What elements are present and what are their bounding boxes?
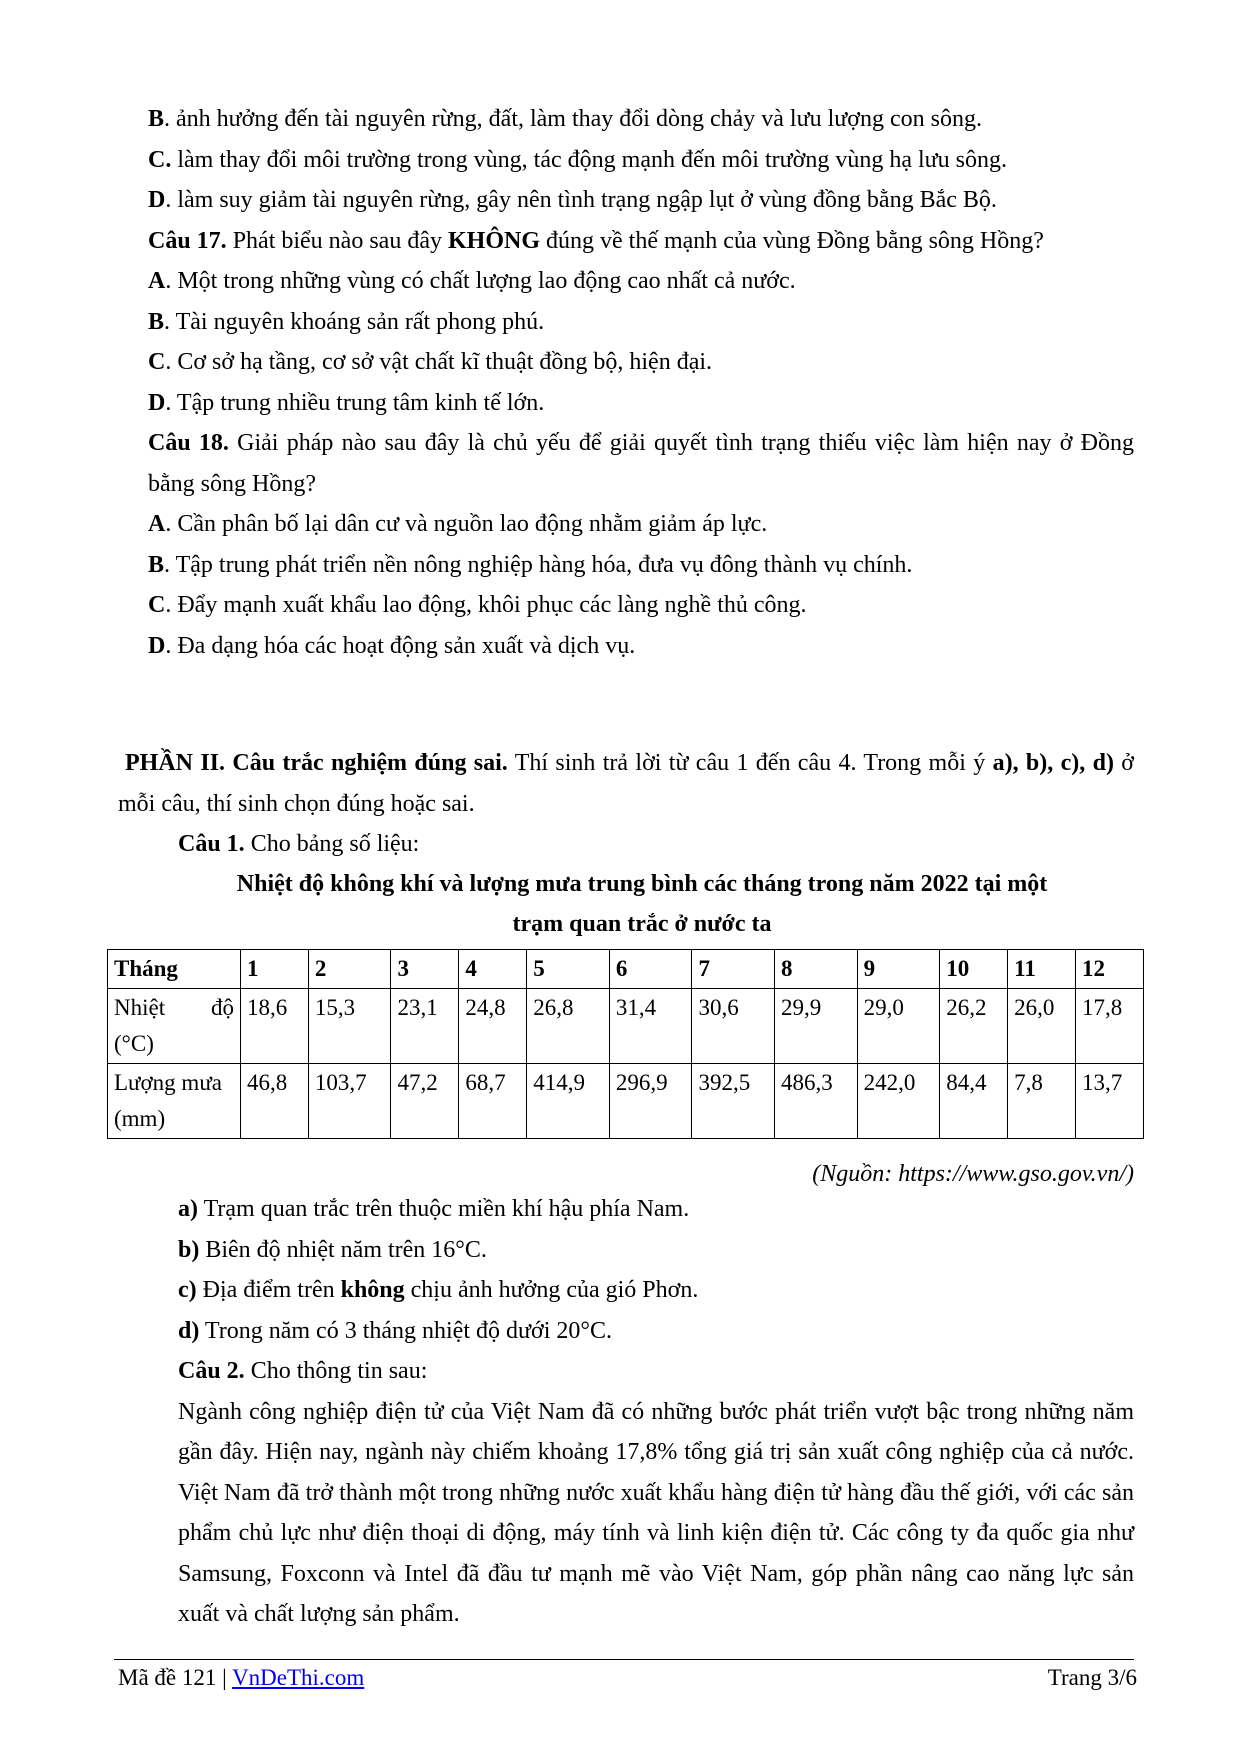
table-header-cell: 1 — [241, 950, 309, 989]
part2-intro — [118, 743, 1134, 824]
footer-code: Mã đề 121 | VnDeThi.com — [118, 1665, 365, 1690]
table-header-cell: 7 — [692, 950, 775, 989]
table-cell: 46,8 — [241, 1064, 309, 1139]
c2-paragraph: Ngành công nghiệp điện tử của Việt Nam đã có những bước phát triển vượt bậc trong những năm gần đây. Hiện nay, ngành này chiếm khoảng 17,8% tổng giá trị sản xuất công nghiệp của cả nước. Việt Nam đã trở thành một trong những nước xuất khẩu hàng điện tử hàng đầu thế giới, với các sản phẩm chủ lực như điện thoại di động, máy tính và linh kiện điện tử. Các công ty đa quốc gia như Samsung, Foxconn và Intel đã đầu tư mạnh mẽ vào Việt Nam, góp phần nâng cao năng lực sản xuất và chất lượng sản phẩm. — [178, 1398, 1134, 1627]
q17-stem: Câu 17. Phát biểu nào sau đây KHÔNG đúng về thế mạnh của vùng Đồng bằng sông Hồng? — [148, 227, 1044, 254]
table-header-cell: 11 — [1008, 950, 1076, 989]
q16-option-d: D. làm suy giảm tài nguyên rừng, gây nên tình trạng ngập lụt ở vùng đồng bằng Bắc Bộ. — [148, 187, 997, 213]
c1-stem: Câu 1. Cho bảng số liệu: — [178, 831, 420, 857]
table-cell: 47,2 — [391, 1064, 459, 1139]
table-header-cell: 5 — [527, 950, 610, 989]
table-header-row — [108, 950, 1144, 989]
q16-option-b: B. ảnh hưởng đến tài nguyên rừng, đất, làm thay đổi dòng chảy và lưu lượng con sông. — [148, 106, 982, 132]
table-cell: 26,0 — [1008, 989, 1076, 1064]
table-cell: 103,7 — [308, 1064, 391, 1139]
table-cell: 30,6 — [692, 989, 775, 1064]
q16-option-c: C. làm thay đổi môi trường trong vùng, tác động mạnh đến môi trường vùng hạ lưu sông. — [148, 146, 1007, 173]
table-header-cell: 2 — [308, 950, 391, 989]
table-header-cell: Tháng — [108, 950, 241, 989]
q18-stem: Câu 18. Giải pháp nào sau đây là chủ yếu để giải quyết tình trạng thiếu việc làm hiện nay ở Đồng bằng sông Hồng? — [148, 430, 1134, 497]
site-link[interactable]: VnDeThi.com — [232, 1665, 365, 1690]
table-header-cell: 10 — [940, 950, 1008, 989]
row-label-temperature: Nhiệt độ (°C) — [108, 989, 241, 1064]
table-cell: 31,4 — [609, 989, 692, 1064]
table-cell: 26,2 — [940, 989, 1008, 1064]
table-header-cell: 4 — [459, 950, 527, 989]
table-cell: 24,8 — [459, 989, 527, 1064]
q17-option-c: C. Cơ sở hạ tầng, cơ sở vật chất kĩ thuật đồng bộ, hiện đại. — [148, 349, 713, 375]
q17-option-b: B. Tài nguyên khoáng sản rất phong phú. — [148, 308, 545, 335]
row-label-rainfall: Lượng mưa (mm) — [108, 1064, 241, 1139]
table-cell: 84,4 — [940, 1064, 1008, 1139]
c1-statement-b: b) Biên độ nhiệt năm trên 16°C. — [178, 1236, 487, 1263]
climate-table — [107, 949, 1144, 1139]
c2-stem: Câu 2. Cho thông tin sau: — [178, 1358, 428, 1384]
q16-options — [148, 99, 1134, 666]
q18-option-a: A. Cần phân bố lại dân cư và nguồn lao động nhằm giảm áp lực. — [148, 511, 768, 537]
table-cell: 15,3 — [308, 989, 391, 1064]
q17-option-d: D. Tập trung nhiều trung tâm kinh tế lớn. — [148, 389, 545, 416]
table-cell: 23,1 — [391, 989, 459, 1064]
table-cell: 17,8 — [1076, 989, 1144, 1064]
table-title: Nhiệt độ không khí và lượng mưa trung bình các tháng trong năm 2022 tại một trạm quan trắc ở nước ta — [236, 871, 1048, 937]
table-header-cell: 9 — [857, 950, 940, 989]
table-header-cell: 8 — [775, 950, 858, 989]
c1-statements — [178, 1189, 1134, 1635]
table-row-temperature — [108, 989, 1144, 1064]
footer-divider — [114, 1659, 1134, 1660]
table-header-cell: 12 — [1076, 950, 1144, 989]
q18-option-b: B. Tập trung phát triển nền nông nghiệp hàng hóa, đưa vụ đông thành vụ chính. — [148, 551, 913, 578]
q18-option-c: C. Đẩy mạnh xuất khẩu lao động, khôi phục các làng nghề thủ công. — [148, 592, 807, 618]
q18-option-d: D. Đa dạng hóa các hoạt động sản xuất và dịch vụ. — [148, 632, 636, 659]
table-cell: 7,8 — [1008, 1064, 1076, 1139]
c1-statement-d: d) Trong năm có 3 tháng nhiệt độ dưới 20°C. — [178, 1317, 612, 1344]
table-cell: 26,8 — [527, 989, 610, 1064]
q17-option-a: A. Một trong những vùng có chất lượng lao động cao nhất cả nước. — [148, 268, 796, 294]
table-cell: 414,9 — [527, 1064, 610, 1139]
table-header-cell: 6 — [609, 950, 692, 989]
table-cell: 18,6 — [241, 989, 309, 1064]
table-cell: 13,7 — [1076, 1064, 1144, 1139]
table-source: (Nguồn: https://www.gso.gov.vn/) — [812, 1161, 1134, 1187]
table-cell: 242,0 — [857, 1064, 940, 1139]
page-number: Trang 3/6 — [1047, 1665, 1137, 1690]
table-row-rainfall — [108, 1064, 1144, 1139]
table-cell: 68,7 — [459, 1064, 527, 1139]
c1-statement-c: c) Địa điểm trên không chịu ảnh hưởng của gió Phơn. — [178, 1277, 699, 1303]
table-cell: 29,9 — [775, 989, 858, 1064]
table-cell: 486,3 — [775, 1064, 858, 1139]
table-cell: 392,5 — [692, 1064, 775, 1139]
part2-text: PHẦN II. Câu trắc nghiệm đúng sai. Thí sinh trả lời từ câu 1 đến câu 4. Trong mỗi ý a), b), c), d) ở mỗi câu, thí sinh chọn đúng hoặc sai. — [118, 750, 1134, 817]
c1-statement-a: a) Trạm quan trắc trên thuộc miền khí hậu phía Nam. — [178, 1196, 690, 1222]
table-cell: 296,9 — [609, 1064, 692, 1139]
table-cell: 29,0 — [857, 989, 940, 1064]
table-header-cell: 3 — [391, 950, 459, 989]
